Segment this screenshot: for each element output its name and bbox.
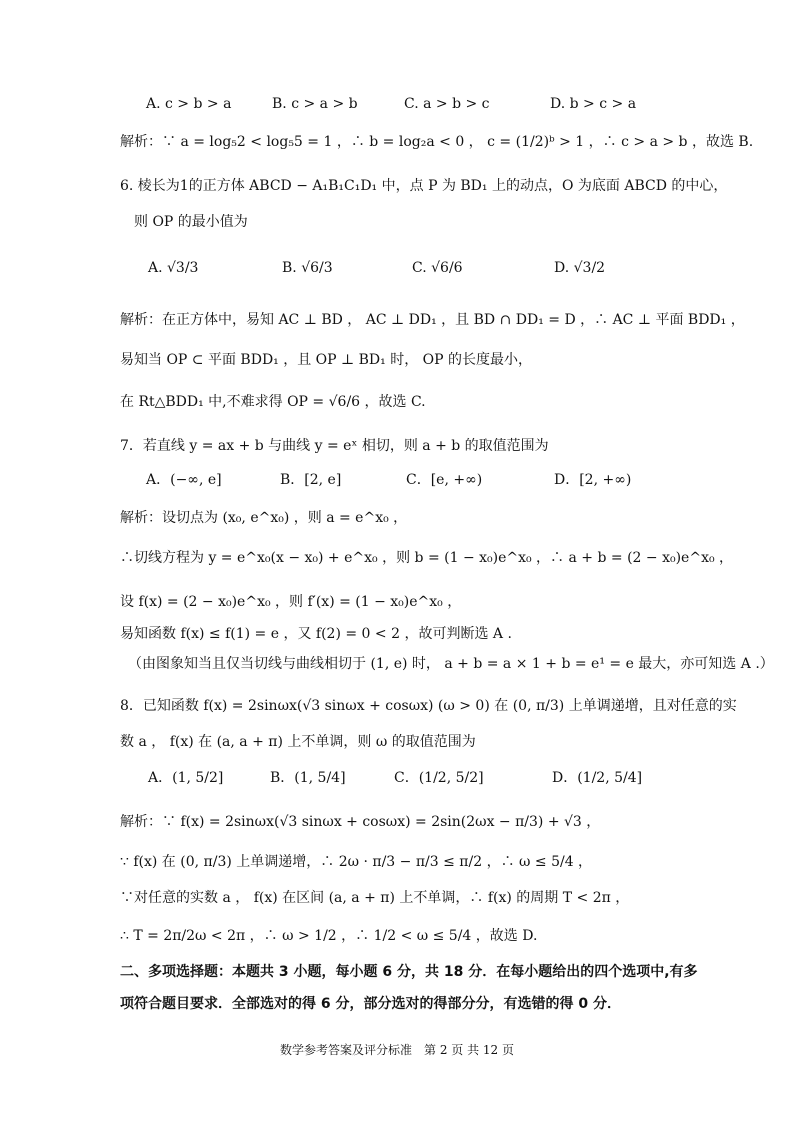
q6-option-d: D. √3/2 — [554, 260, 606, 276]
q7-option-a: A．(−∞, e] — [146, 472, 222, 488]
q6-stem-line-2: 则 OP 的最小值为 — [134, 214, 248, 230]
q5-option-b: B. c > a > b — [272, 96, 358, 112]
q8-option-d: D．(1/2, 5/4] — [552, 770, 643, 786]
q5-option-c: C. a > b > c — [404, 96, 490, 112]
q7-option-b: B．[2, e] — [280, 472, 342, 488]
q8-solution-line-4: ∴ T = 2π/2ω < 2π ，∴ ω > 1/2 ，∴ 1/2 < ω ≤ 5/4 ，故选 D. — [120, 928, 538, 944]
q8-option-a: A．(1, 5/2] — [148, 770, 224, 786]
q5-option-d: D. b > c > a — [550, 96, 637, 112]
q6-solution-line-3: 在 Rt△BDD₁ 中,不难求得 OP = √6/6 ，故选 C. — [120, 394, 426, 410]
q8-stem-line-1: 8．已知函数 f(x) = 2sinωx(√3 sinωx + cosωx) (ω > 0) 在 (0, π/3) 上单调递增，且对任意的实 — [120, 698, 737, 714]
q7-solution-line-4: 易知函数 f(x) ≤ f(1) = e ，又 f(2) = 0 < 2 ，故可判断选 A . — [120, 626, 512, 642]
q8-solution-line-1: 解析：∵ f(x) = 2sinωx(√3 sinωx + cosωx) = 2sin(2ωx − π/3) + √3 ， — [120, 814, 601, 830]
q8-solution-line-2: ∵ f(x) 在 (0, π/3) 上单调递增，∴ 2ω · π/3 − π/3 ≤ π/2 ，∴ ω ≤ 5/4 ， — [120, 854, 593, 870]
q6-option-c: C. √6/6 — [412, 260, 463, 276]
q8-option-b: B．(1, 5/4] — [270, 770, 346, 786]
q7-solution-line-5: （由图象知当且仅当切线与曲线相切于 (1, e) 时， a + b = a × 1 + b = e¹ = e 最大，亦可知选 A .） — [128, 656, 774, 672]
q7-stem: 7．若直线 y = ax + b 与曲线 y = eˣ 相切，则 a + b 的取值范围为 — [120, 438, 549, 454]
q5-option-a: A. c > b > a — [146, 96, 232, 112]
q5-solution: 解析：∵ a = log₅2 < log₅5 = 1 ，∴ b = log₂a < 0 ， c = (1/2)ᵇ > 1 ，∴ c > a > b ，故选 B. — [120, 134, 754, 150]
q7-solution-line-1: 解析：设切点为 (x₀, e^x₀) ，则 a = e^x₀ ， — [120, 510, 408, 526]
q6-solution-line-1: 解析：在正方体中，易知 AC ⊥ BD ， AC ⊥ DD₁ ，且 BD ∩ DD₁ = D ，∴ AC ⊥ 平面 BDD₁ ， — [120, 312, 745, 328]
section-2-heading-line-1: 二、多项选择题：本题共 3 小题，每小题 6 分，共 18 分．在每小题给出的四个选项中,有多 — [120, 964, 698, 980]
q7-solution-line-3: 设 f(x) = (2 − x₀)e^x₀ ，则 f′(x) = (1 − x₀)e^x₀ ， — [120, 594, 462, 610]
q7-solution-line-2: ∴切线方程为 y = e^x₀(x − x₀) + e^x₀ ，则 b = (1 − x₀)e^x₀ ，∴ a + b = (2 − x₀)e^x₀ ， — [120, 550, 734, 566]
q7-option-c: C．[e, +∞) — [406, 472, 483, 488]
q8-stem-line-2: 数 a ， f(x) 在 (a, a + π) 上不单调，则 ω 的取值范围为 — [120, 734, 476, 750]
section-2-heading-line-2: 项符合题目要求．全部选对的得 6 分，部分选对的得部分分，有选错的得 0 分． — [120, 996, 621, 1012]
q8-solution-line-3: ∵对任意的实数 a ， f(x) 在区间 (a, a + π) 上不单调，∴ f(x) 的周期 T < 2π ， — [120, 890, 630, 906]
q6-stem-line-1: 6. 棱长为1的正方体 ABCD − A₁B₁C₁D₁ 中，点 P 为 BD₁ 上的动点，O 为底面 ABCD 的中心， — [120, 178, 728, 194]
q7-option-d: D．[2, +∞) — [554, 472, 632, 488]
page-footer: 数学参考答案及评分标准 第 2 页 共 12 页 — [280, 1043, 514, 1057]
q8-option-c: C．(1/2, 5/2] — [394, 770, 484, 786]
q6-option-a: A. √3/3 — [148, 260, 199, 276]
q6-solution-line-2: 易知当 OP ⊂ 平面 BDD₁ ，且 OP ⊥ BD₁ 时， OP 的长度最小， — [120, 352, 533, 368]
q6-option-b: B. √6/3 — [282, 260, 333, 276]
